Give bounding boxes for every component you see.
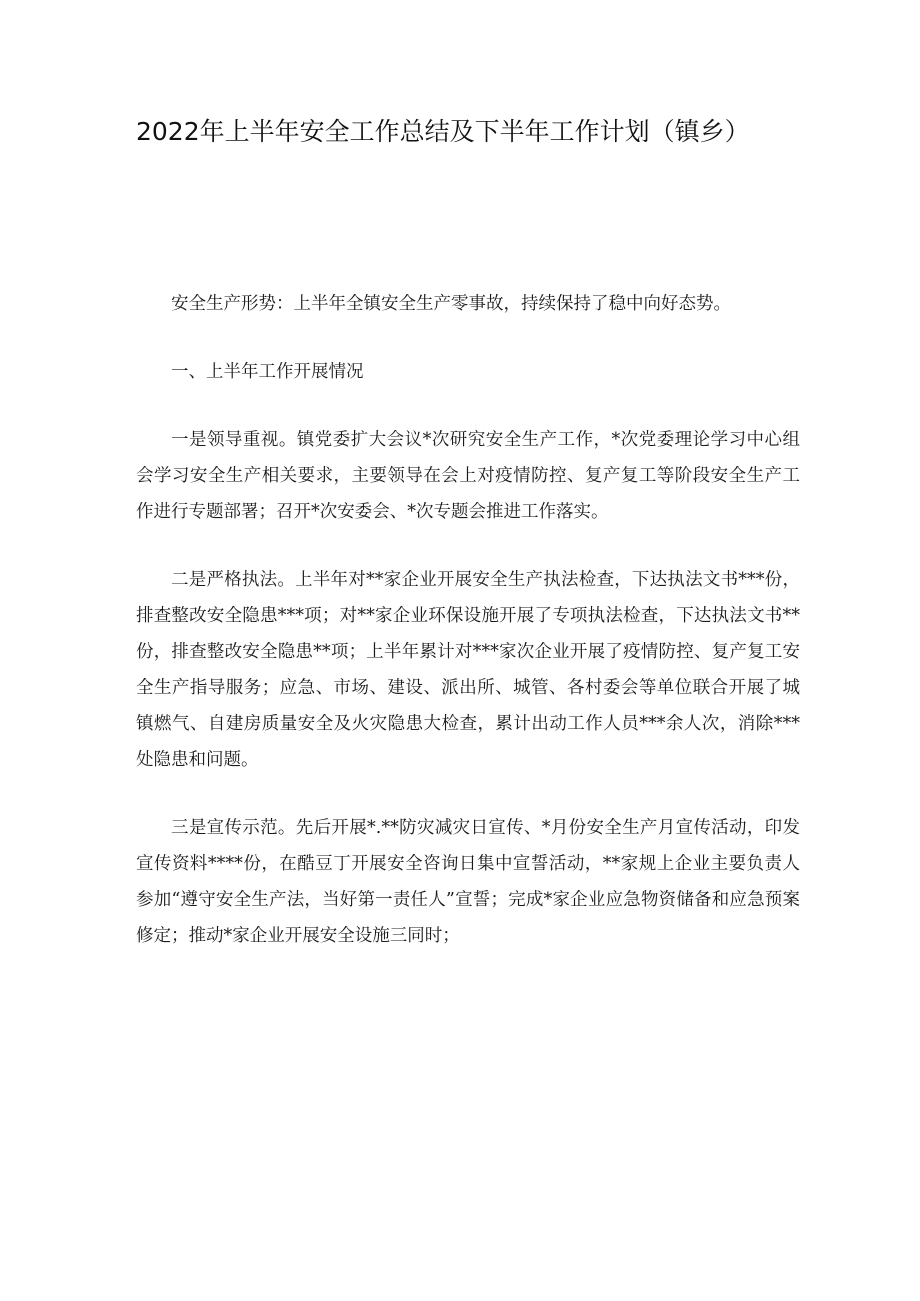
document-body [136, 286, 800, 986]
document-title: 2022年上半年安全工作总结及下半年工作计划（镇乡） [136, 117, 750, 146]
paragraph-publicity: 三是宣传示范。先后开展*.**防灾减灾日宣传、*月份安全生产月宣传活动，印发宣传资料****份，在酷豆丁开展安全咨询日集中宣誓活动，**家规上企业主要负责人参加“遵守安全生产法，当好第一责任人”宣誓；完成*家企业应急物资储备和应急预案修定；推动*家企业开展安全设施三同时； [136, 818, 800, 946]
paragraph-situation: 安全生产形势：上半年全镇安全生产零事故，持续保持了稳中向好态势。 [171, 294, 731, 314]
paragraph-enforcement: 二是严格执法。上半年对**家企业开展安全生产执法检查，下达执法文书***份，排查整改安全隐患***项；对**家企业环保设施开展了专项执法检查，下达执法文书**份，排查整改安全隐患**项；上半年累计对***家次企业开展了疫情防控、复产复工安全生产指导服务；应急、市场、建设、派出所、城管、各村委会等单位联合开展了城镇燃气、自建房质量安全及火灾隐患大检查，累计出动工作人员***余人次，消除***处隐患和问题。 [136, 570, 800, 770]
section-heading: 一、上半年工作开展情况 [171, 362, 364, 382]
paragraph-leadership: 一是领导重视。镇党委扩大会议*次研究安全生产工作，*次党委理论学习中心组会学习安全生产相关要求，主要领导在会上对疫情防控、复产复工等阶段安全生产工作进行专题部署；召开*次安委会、*次专题会推进工作落实。 [136, 430, 800, 522]
